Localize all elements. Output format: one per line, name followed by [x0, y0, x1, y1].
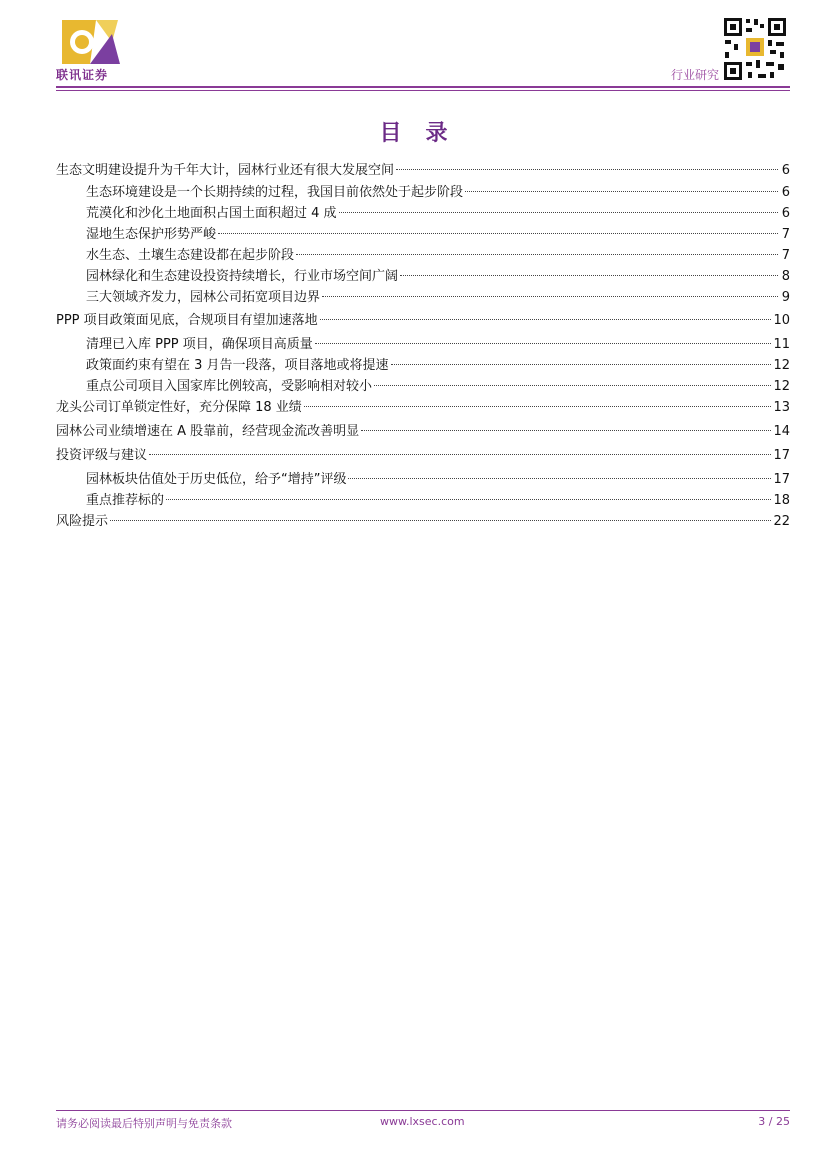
toc-entry-page: 17 — [773, 472, 790, 487]
toc-entry-label: 三大领域齐发力，园林公司拓宽项目边界 — [86, 290, 321, 305]
toc-leader-dots — [110, 520, 771, 521]
toc-entry-page: 18 — [773, 493, 790, 508]
toc-entry-page: 12 — [773, 358, 790, 373]
page-footer — [56, 1115, 790, 1133]
toc-entry[interactable] — [56, 355, 790, 376]
toc-title: 目录 — [379, 121, 472, 146]
header-rule-thin — [56, 90, 790, 91]
logo-ring-inner — [75, 35, 89, 49]
toc-leader-dots — [465, 191, 778, 192]
toc-entry-label: 重点公司项目入国家库比例较高，受影响相对较小 — [86, 379, 373, 394]
brand-name: 联讯证券 — [56, 68, 109, 82]
toc-entry-page: 17 — [773, 448, 790, 463]
toc-entry-page: 12 — [773, 379, 790, 394]
toc-leader-dots — [296, 254, 778, 255]
toc-leader-dots — [149, 454, 771, 455]
toc-entry[interactable] — [56, 421, 790, 443]
toc-entry-label: 风险提示 — [56, 514, 109, 529]
toc-leader-dots — [315, 343, 772, 344]
qr-code-icon — [722, 16, 788, 82]
toc-entry-label: 园林绿化和生态建设投资持续增长，行业市场空间广阔 — [86, 269, 399, 284]
toc-entry[interactable] — [56, 224, 790, 245]
toc-leader-dots — [322, 296, 778, 297]
toc-entry-page: 7 — [781, 227, 790, 242]
logo-purple-shape — [90, 34, 120, 64]
logo-gold-top — [96, 20, 118, 42]
toc-entry[interactable] — [56, 376, 790, 397]
toc-entry[interactable] — [56, 182, 790, 203]
toc-entry[interactable] — [56, 203, 790, 224]
toc-entry-label: 园林板块估值处于历史低位，给予“增持”评级 — [86, 472, 347, 487]
toc-entry[interactable] — [56, 287, 790, 308]
toc-entry-page: 13 — [773, 400, 790, 415]
toc-entry-page: 6 — [781, 163, 790, 178]
toc-entry-label: 水生态、土壤生态建设都在起步阶段 — [86, 248, 295, 263]
toc-entry[interactable] — [56, 490, 790, 511]
toc-entry-label: 政策面约束有望在 3 月告一段落，项目落地或将提速 — [86, 358, 389, 373]
footer-page-number: 3 / 25 — [758, 1115, 790, 1128]
toc-entry[interactable] — [56, 511, 790, 533]
table-of-contents — [56, 160, 790, 533]
toc-leader-dots — [339, 212, 778, 213]
toc-entry-page: 11 — [773, 337, 790, 352]
toc-leader-dots — [361, 430, 771, 431]
toc-leader-dots — [320, 319, 772, 320]
toc-entry[interactable] — [56, 266, 790, 287]
toc-leader-dots — [396, 169, 778, 170]
toc-leader-dots — [348, 478, 771, 479]
toc-entry-label: 湿地生态保护形势严峻 — [86, 227, 217, 242]
toc-entry-page: 6 — [781, 185, 790, 200]
footer-disclaimer[interactable]: 请务必阅读最后特别声明与免责条款 — [56, 1117, 232, 1130]
footer-rule — [56, 1110, 790, 1111]
toc-entry[interactable] — [56, 245, 790, 266]
toc-entry-label: 重点推荐标的 — [86, 493, 165, 508]
toc-leader-dots — [218, 233, 778, 234]
header-rule — [56, 86, 790, 88]
toc-entry-page: 6 — [781, 206, 790, 221]
toc-entry[interactable] — [56, 310, 790, 332]
section-tag: 行业研究 — [670, 68, 719, 82]
toc-entry-label: PPP 项目政策面见底，合规项目有望加速落地 — [56, 313, 318, 328]
toc-entry[interactable] — [56, 397, 790, 419]
toc-entry-label: 生态文明建设提升为千年大计，园林行业还有很大发展空间 — [56, 163, 395, 178]
toc-entry-page: 22 — [773, 514, 790, 529]
toc-leader-dots — [166, 499, 771, 500]
toc-entry-label: 投资评级与建议 — [56, 448, 148, 463]
toc-entry-page: 14 — [773, 424, 790, 439]
toc-leader-dots — [400, 275, 778, 276]
toc-entry-page: 8 — [781, 269, 790, 284]
toc-entry-label: 园林公司业绩增速在 A 股靠前，经营现金流改善明显 — [56, 424, 360, 439]
footer-website-link[interactable]: www.lxsec.com — [380, 1115, 465, 1128]
toc-entry-page: 9 — [781, 290, 790, 305]
toc-entry-label: 清理已入库 PPP 项目，确保项目高质量 — [86, 337, 313, 352]
toc-entry-label: 荒漠化和沙化土地面积占国土面积超过 4 成 — [86, 206, 337, 221]
toc-entry-label: 生态环境建设是一个长期持续的过程，我国目前依然处于起步阶段 — [86, 185, 464, 200]
toc-entry-label: 龙头公司订单锁定性好，充分保障 18 业绩 — [56, 400, 302, 415]
page-header — [0, 0, 827, 92]
toc-entry-page: 7 — [781, 248, 790, 263]
toc-entry[interactable] — [56, 334, 790, 355]
toc-entry[interactable] — [56, 445, 790, 467]
toc-leader-dots — [374, 385, 771, 386]
toc-entry-page: 10 — [773, 313, 790, 328]
toc-leader-dots — [304, 406, 772, 407]
toc-entry[interactable] — [56, 469, 790, 490]
toc-leader-dots — [391, 364, 772, 365]
toc-entry[interactable] — [56, 160, 790, 182]
